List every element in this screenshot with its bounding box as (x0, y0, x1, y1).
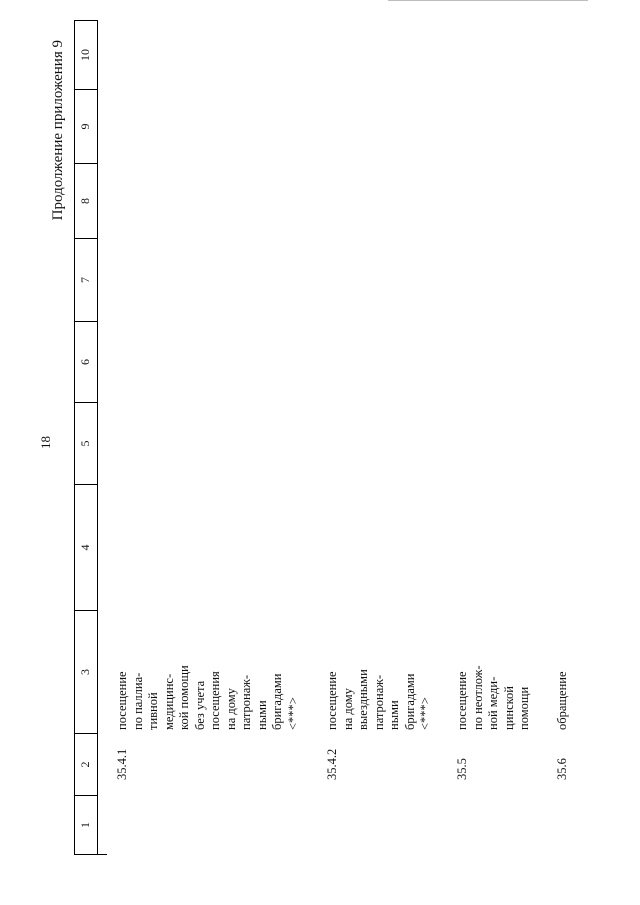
row-description: обращение (555, 671, 569, 730)
column-number-7: 7 (74, 239, 97, 322)
column-number-8: 8 (74, 164, 97, 239)
column-number-10: 10 (74, 20, 97, 90)
page-number: 18 (38, 436, 53, 449)
row-code: 35.6 (555, 758, 569, 780)
column-number-6: 6 (74, 322, 97, 403)
column-number-2: 2 (74, 734, 97, 796)
row-description: посещение на дому выездными патронаж- ными бригадами <***> (325, 669, 432, 730)
row-description: посещение по неотлож- ной меди- цинской помощи (455, 665, 531, 730)
column-number-3: 3 (74, 611, 97, 734)
row-description: посещение по паллиа- тивной медицинс- кой помощи без учета посещения на дому патронаж- ными бригадами <***> (115, 665, 300, 730)
row-code: 35.5 (455, 758, 469, 780)
row-code: 35.4.2 (325, 748, 339, 780)
column-number-9: 9 (74, 90, 97, 164)
column-number-5: 5 (74, 403, 97, 485)
table-header-bottom-rule (97, 20, 98, 855)
row-code: 35.4.1 (115, 748, 129, 780)
appendix-caption: Продолжение приложения 9 (50, 40, 66, 221)
column-number-4: 4 (74, 485, 97, 611)
column-number-1: 1 (74, 796, 97, 855)
